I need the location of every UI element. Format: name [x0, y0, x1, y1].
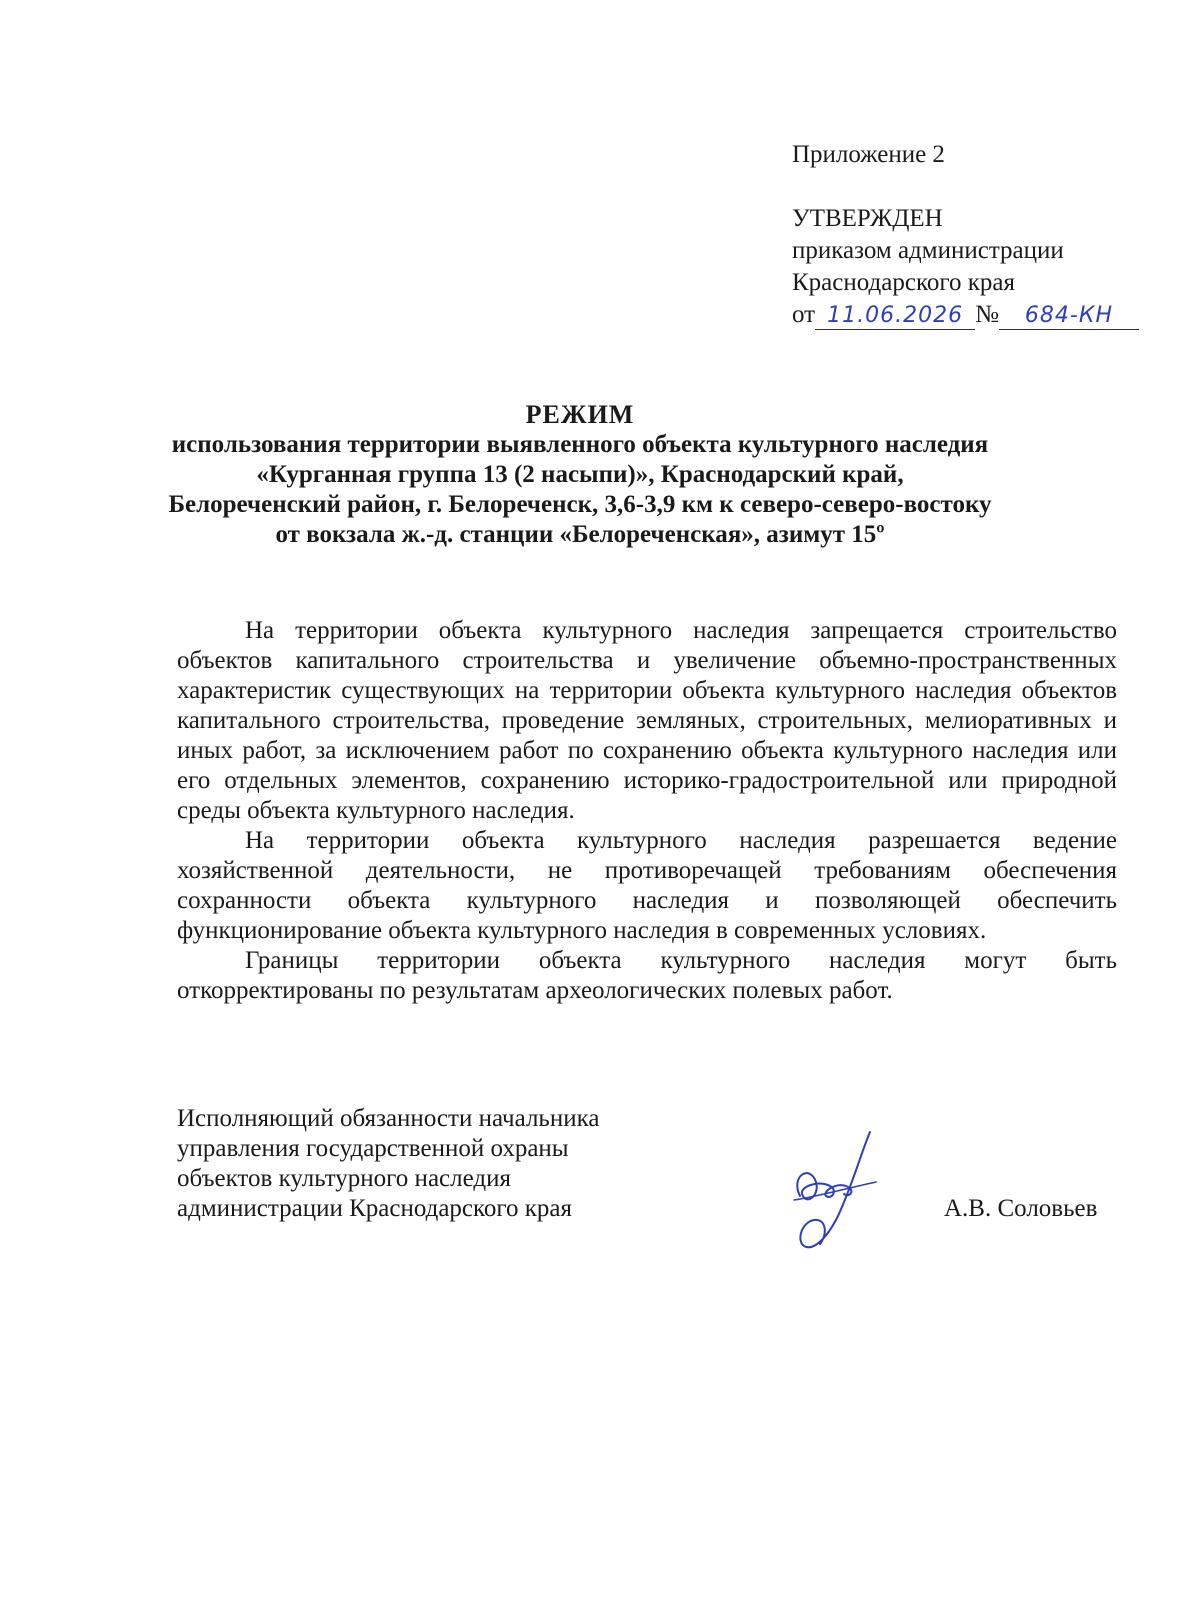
document-body: [177, 616, 1117, 1006]
position-line: управления государственной охраны: [177, 1135, 569, 1162]
order-line-1: приказом администрации: [792, 237, 1064, 264]
body-paragraph: Границы территории объекта культурного наследия могут быть откорректированы по результатам археологических полевых работ.: [177, 947, 1117, 1004]
position-line: Исполняющий обязанности начальника: [177, 1105, 600, 1132]
number-label: №: [975, 301, 999, 328]
title-heading: РЕЖИМ: [525, 400, 635, 429]
order-date-number-line: [792, 299, 1139, 331]
title-line: «Курганная группа 13 (2 насыпи)», Краснодарский край,: [256, 461, 904, 488]
signatory-position: [177, 1104, 599, 1224]
body-paragraph: На территории объекта культурного наследия разрешается ведение хозяйственной деятельности, не противоречащей требованиям обеспечения сохранности объекта культурного наследия и позволяющей обеспечить функционирование объекта культурного наследия в современных условиях.: [177, 827, 1117, 944]
approval-stamp-block: [792, 139, 1139, 331]
order-number-handwritten: 684-КН: [999, 303, 1139, 330]
title-line: использования территории выявленного объекта культурного наследия: [171, 431, 989, 458]
handwritten-signature: [780, 1126, 900, 1266]
position-line: объектов культурного наследия: [177, 1165, 511, 1192]
appendix-label: Приложение 2: [792, 141, 945, 168]
order-line-2: Краснодарского края: [792, 269, 1015, 296]
approved-label: УТВЕРЖДЕН: [792, 205, 943, 232]
document-title: [150, 400, 1010, 550]
order-date-handwritten: 11.06.2026: [815, 303, 975, 330]
position-line: администрации Краснодарского края: [177, 1195, 573, 1222]
title-line: от вокзала ж.-д. станции «Белореченская», азимут 15º: [275, 521, 885, 548]
body-paragraph: На территории объекта культурного наследия запрещается строительство объектов капитального строительства и увеличение объемно-пространственных характеристик существующих на территории объекта культурного наследия объектов капитального строительства, проведение земляных, строительных, мелиоративных и иных работ, за исключением работ по сохранению объекта культурного наследия или его отдельных элементов, сохранению историко-градостроительной или природной среды объекта культурного наследия.: [177, 617, 1117, 824]
signatory-name: А.В. Соловьев: [944, 1195, 1098, 1222]
title-line: Белореченский район, г. Белореченск, 3,6-3,9 км к северо-северо-востоку: [168, 491, 992, 518]
from-label: от: [792, 301, 816, 328]
